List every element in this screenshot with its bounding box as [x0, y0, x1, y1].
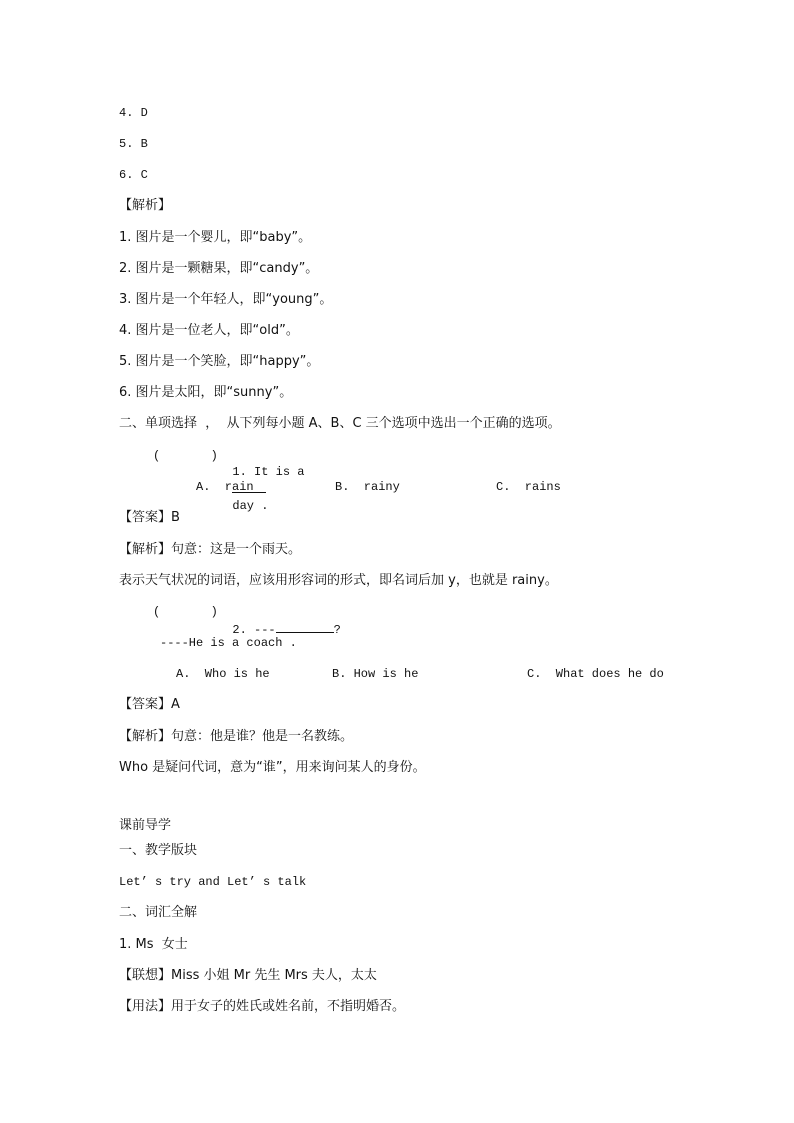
- q2-option-a: A. Who is he: [176, 667, 270, 681]
- vocab-word-1: 1. Ms 女士: [119, 937, 188, 952]
- q2-stem-suffix: ?: [333, 623, 341, 637]
- answer-6: 6. C: [119, 168, 148, 182]
- analysis-item-3: 3. 图片是一个年轻人，即“young”。: [119, 292, 333, 307]
- preview-section1: 一、教学版块: [119, 843, 198, 858]
- analysis-item-4: 4. 图片是一位老人，即“old”。: [119, 323, 299, 338]
- q2-blank: [276, 620, 334, 633]
- q2-option-b: B. How is he: [332, 667, 419, 681]
- vocab-usage: 【用法】用于女子的姓氏或姓名前，不指明婚否。: [119, 999, 406, 1014]
- q2-answer: 【答案】A: [119, 697, 180, 712]
- analysis-item-1: 1. 图片是一个婴儿，即“baby”。: [119, 230, 312, 245]
- analysis-item-6: 6. 图片是太阳，即“sunny”。: [119, 385, 293, 400]
- q1-explanation: 表示天气状况的词语，应该用形容词的形式，即名词后加 y，也就是 rainy。: [119, 573, 558, 588]
- preview-section1-content: Let’ s try and Let’ s talk: [119, 875, 307, 889]
- vocab-association: 【联想】Miss 小姐 Mr 先生 Mrs 夫人，太太: [119, 968, 377, 983]
- section2-title: 二、单项选择 ， 从下列每小题 A、B、C 三个选项中选出一个正确的选项。: [119, 416, 561, 431]
- q1-option-b: B. rainy: [335, 480, 400, 494]
- q1-analysis: 【解析】句意：这是一个雨天。: [119, 542, 302, 557]
- answer-5: 5. B: [119, 137, 148, 151]
- q2-explanation: Who 是疑问代词，意为“谁”，用来询问某人的身份。: [119, 760, 426, 775]
- q2-reply: ----He is a coach .: [160, 636, 297, 650]
- q2-stem: [218, 604, 341, 638]
- q2-stem-prefix: 2. ---: [232, 623, 276, 637]
- q1-option-a: A. rain: [196, 480, 254, 494]
- q2-paren: ( ): [153, 605, 218, 619]
- analysis-item-2: 2. 图片是一颗糖果，即“candy”。: [119, 261, 319, 276]
- preview-section2: 二、词汇全解: [119, 905, 198, 920]
- answer-4: 4. D: [119, 106, 148, 120]
- q1-paren: ( ): [153, 449, 218, 463]
- q1-stem-prefix: 1. It is a: [232, 465, 305, 479]
- q2-analysis: 【解析】句意：他是谁？他是一名教练。: [119, 729, 354, 744]
- q1-option-c: C. rains: [496, 480, 561, 494]
- analysis-item-5: 5. 图片是一个笑脸，即“happy”。: [119, 354, 320, 369]
- q2-option-c: C. What does he do: [527, 667, 664, 681]
- analysis-heading: 【解析】: [119, 198, 172, 213]
- q1-stem-suffix: day .: [232, 499, 269, 513]
- preview-title: 课前导学: [119, 818, 172, 833]
- q1-answer: 【答案】B: [119, 510, 180, 525]
